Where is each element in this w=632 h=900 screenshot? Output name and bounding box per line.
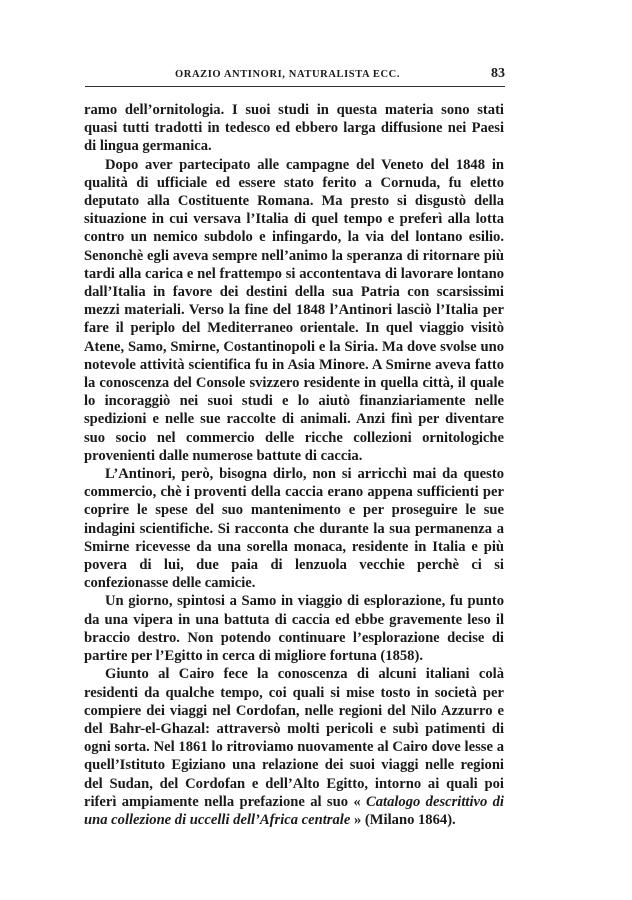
- page-number: 83: [491, 66, 505, 81]
- paragraph-3: L’Antinori, però, bisogna dirlo, non si arricchì mai da questo commercio, chè i proventi della caccia erano appena sufficienti per coprire le spese del suo mantenimento e per proseguire le sue indagini scientifiche. Si racconta che durante la sua permanenza a Smirne ricevesse da una sorella monaca, residente in Italia e più povera di lui, due paia di lenzuola vecchie perchè ci si confezionasse delle camicie.: [84, 466, 504, 592]
- paragraph-4: Un giorno, spintosi a Samo in viaggio di esplorazione, fu punto da una vipera in una battuta di caccia ed ebbe gravemente leso il braccio destro. Non potendo continuare l’esplorazione decise di partire per l’Egitto in cerca di migliore fortuna (1858).: [84, 593, 504, 665]
- running-header: [85, 66, 505, 86]
- paragraph-5: [84, 665, 504, 829]
- paragraph-5-tail: » (Milano 1864).: [350, 811, 456, 828]
- header-rule: [85, 86, 505, 87]
- running-title: ORAZIO ANTINORI, NATURALISTA ECC.: [175, 69, 401, 80]
- body-text: [84, 101, 504, 829]
- paragraph-2: Dopo aver partecipato alle campagne del Veneto del 1848 in qualità di ufficiale ed essere stato ferito a Cornuda, fu eletto deputato alla Costituente Romana. Ma presto si disgustò della situazione in cui versava l’Italia di quel tempo e preferì alla lotta contro un nemico subdolo e infingardo, la via del lontano esilio. Senonchè egli aveva sempre nell’animo la speranza di ritornare più tardi alla carica e nel frattempo si accontentava di lavorare lontano dall’Italia in favore dei destini della sua Patria con scarsissimi mezzi materiali. Verso la fine del 1848 l’Antinori lasciò l’Italia per fare il periplo del Mediterraneo orientale. In quel viaggio visitò Atene, Samo, Smirne, Costantinopoli e la Siria. Ma dove svolse uno notevole attività scientifica fu in Asia Minore. A Smirne aveva fatto la conoscenza del Console svizzero residente in quella città, il quale lo incoraggiò nei suoi studi e lo aiutò finanziariamente nelle spedizioni e nelle sue raccolte di animali. Anzi finì per diventare suo socio nel commercio delle ricche collezioni ornitologiche provenienti dalle numerose battute di caccia.: [84, 156, 504, 464]
- catalog-title: Catalogo descrittivo di una collezione di uccelli dell’Africa centrale: [84, 793, 504, 828]
- paragraph-5-lead: Giunto al Cairo fece la conoscenza di alcuni italiani colà residenti da qualche tempo, coi quali si mise tosto in società per compiere dei viaggi nel Cordofan, nelle regioni del Nilo Azzurro e del Bahr-el-Ghazal: attraversò molti pericoli e subì patimenti di ogni sorta. Nel 1861 lo ritroviamo nuovamente al Cairo dove lesse a quell’Istituto Egiziano una relazione dei suoi viaggi nelle regioni del Sudan, del Cordofan e dell’Alto Egitto, intorno ai quali poi riferì ampiamente nella prefazione al suo «: [84, 666, 504, 810]
- paragraph-1: ramo dell’ornitologia. I suoi studi in questa materia sono stati quasi tutti tradotti in tedesco ed ebbero larga diffusione nei Paesi di lingua germanica.: [84, 102, 504, 155]
